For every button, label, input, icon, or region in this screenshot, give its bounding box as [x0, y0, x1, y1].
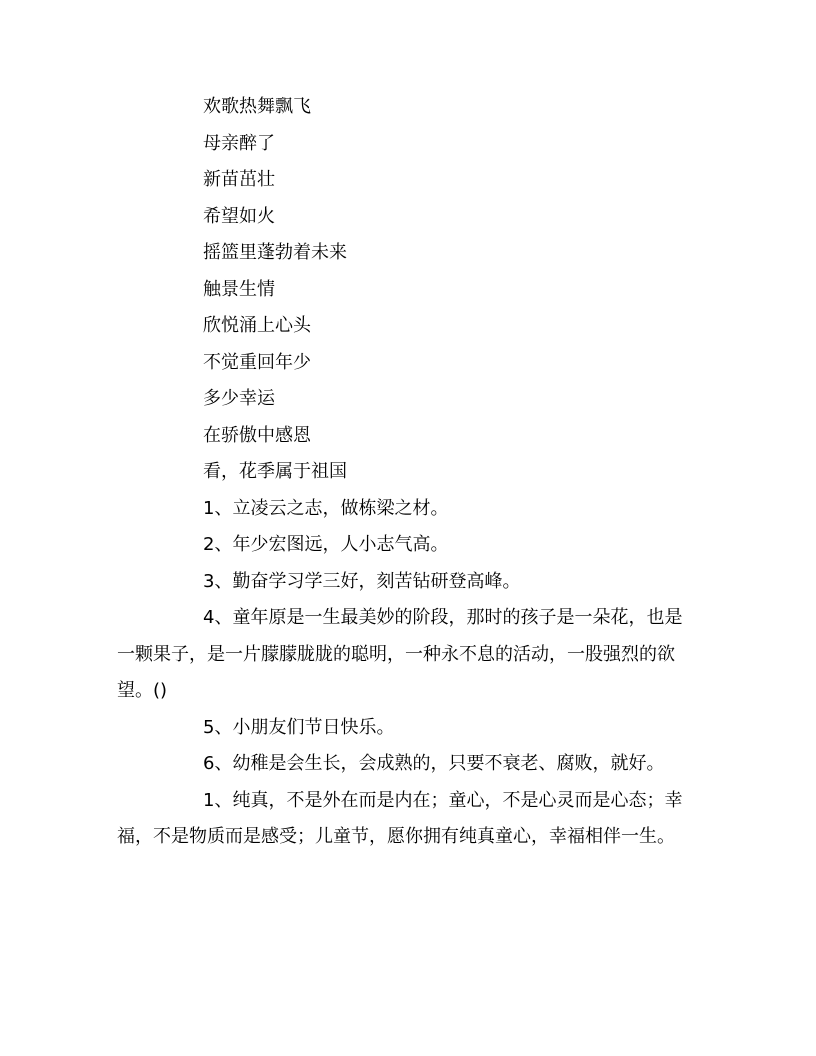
poem-line-11: 看，花季属于祖国 — [203, 461, 347, 482]
list-item-2: 2、年少宏图远，人小志气高。 — [203, 534, 449, 555]
list-item-3: 3、勤奋学习学三好，刻苦钻研登高峰。 — [203, 570, 521, 592]
poem-line-1: 欢歌热舞飘飞 — [203, 96, 311, 117]
poem-line-10: 在骄傲中感恩 — [203, 424, 311, 446]
poem-line-2: 母亲醉了 — [203, 132, 275, 154]
list-item-4: 4、童年原是一生最美妙的阶段，那时的孩子是一朵花，也是一颗果子，是一片朦朦胧胧的聪明，一种永不息的活动，一股强烈的欲望。() — [117, 607, 683, 701]
list-item-6: 6、幼稚是会生长，会成熟的，只要不衰老、腐败，就好。 — [203, 753, 665, 774]
list-item-5: 5、小朋友们节日快乐。 — [203, 716, 395, 738]
poem-line-3: 新苗茁壮 — [203, 169, 275, 190]
poem-line-4: 希望如火 — [203, 205, 275, 227]
poem-line-9: 多少幸运 — [203, 388, 275, 409]
list-item-7: 1、纯真，不是外在而是内在；童心，不是心灵而是心态；幸福，不是物质而是感受；儿童节，愿你拥有纯真童心，幸福相伴一生。 — [117, 789, 683, 847]
list-item-1: 1、立凌云之志，做栋梁之材。 — [203, 497, 449, 519]
poem-line-8: 不觉重回年少 — [203, 351, 311, 373]
poem-line-5: 摇篮里蓬勃着未来 — [203, 242, 347, 263]
document-body — [117, 89, 690, 856]
poem-line-6: 触景生情 — [203, 278, 275, 300]
poem-line-7: 欣悦涌上心头 — [203, 315, 311, 336]
